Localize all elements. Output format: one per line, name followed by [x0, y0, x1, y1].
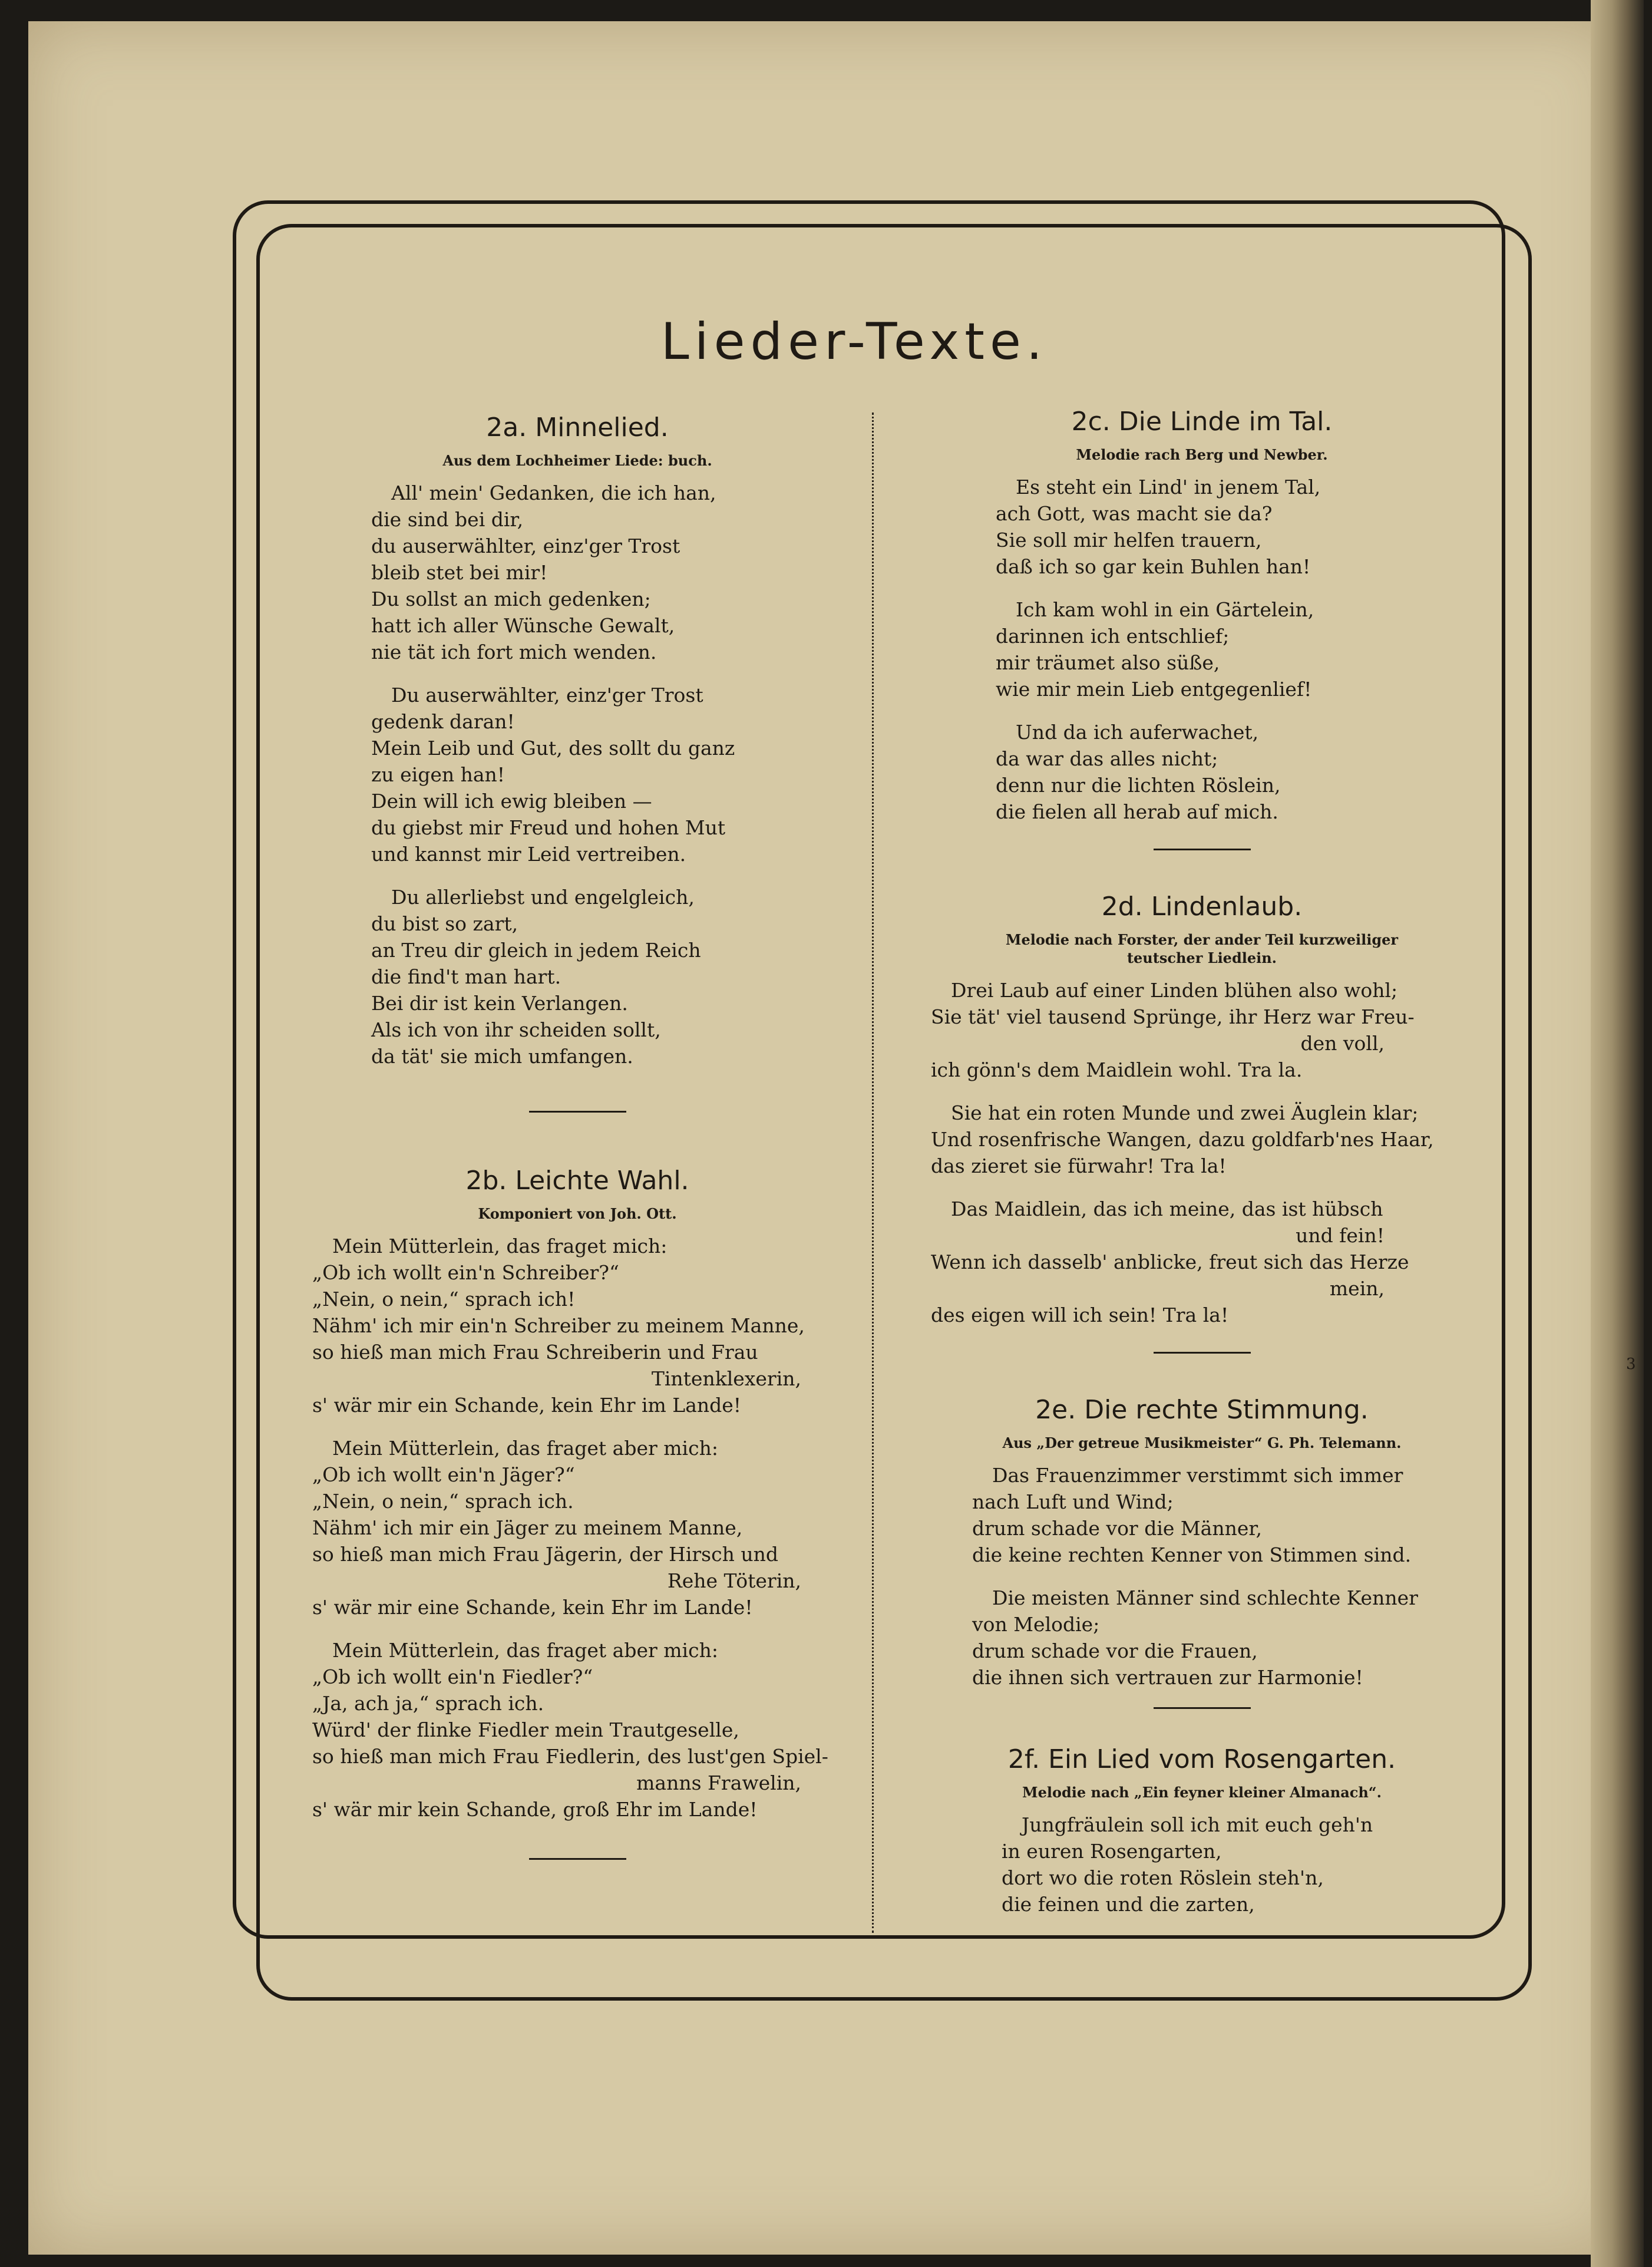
verse: [996, 719, 1473, 825]
verse-line: gedenk daran!: [371, 710, 515, 733]
verse-line: s' wär mir kein Schande, groß Ehr im Lande!: [312, 1798, 758, 1821]
verse-line: nie tät ich fort mich wenden.: [371, 641, 657, 664]
verse-line: „Ob ich wollt ein'n Fiedler?“: [312, 1665, 593, 1688]
page-title: Lieder-Texte.: [660, 312, 1048, 371]
verse-line: Drei Laub auf einer Linden blühen also wohl;: [951, 979, 1398, 1002]
verse-line: Und rosenfrische Wangen, dazu goldfarb'nes Haar,: [931, 1128, 1434, 1151]
verse-line: Du sollst an mich gedenken;: [371, 588, 651, 611]
verse-line: Als ich von ihr scheiden sollt,: [371, 1018, 661, 1041]
verse-line: mir träumet also süße,: [996, 651, 1220, 674]
verse: [312, 1435, 842, 1621]
book-spine: [1591, 0, 1644, 2267]
verse: [996, 474, 1473, 580]
verse-line: ach Gott, was macht sie da?: [996, 502, 1273, 525]
song-2b: [312, 1166, 842, 1823]
verse-line: Mein Mütterlein, das fraget aber mich:: [332, 1437, 718, 1460]
right-column: [931, 407, 1473, 1934]
verse-line: von Melodie;: [972, 1613, 1100, 1636]
verse-line: da war das alles nicht;: [996, 747, 1218, 770]
verse-line: „Ob ich wollt ein'n Schreiber?“: [312, 1261, 619, 1284]
verse-line: mein,: [1329, 1277, 1385, 1300]
song-heading: 2b. Leichte Wahl.: [465, 1166, 689, 1196]
verse-line: Wenn ich dasselb' anblicke, freut sich das Herze: [931, 1250, 1409, 1273]
verse-line: Nähm' ich mir ein'n Schreiber zu meinem Manne,: [312, 1314, 805, 1337]
verse-line: zu eigen han!: [371, 763, 505, 786]
verse: [996, 596, 1473, 702]
verse-line: Und da ich auferwachet,: [1016, 721, 1259, 744]
verse: [1002, 1811, 1473, 1918]
verse-line: Mein Leib und Gut, des sollt du ganz: [371, 737, 735, 760]
verse-line: Das Maidlein, das ich meine, das ist hübsch: [951, 1197, 1383, 1220]
left-column: [312, 413, 842, 1913]
song-2f: [931, 1744, 1473, 1918]
verse-line: „Nein, o nein,“ sprach ich.: [312, 1490, 574, 1513]
verse-line: Das Frauenzimmer verstimmt sich immer: [992, 1464, 1403, 1487]
verse-line: Die meisten Männer sind schlechte Kenner: [992, 1586, 1418, 1609]
song-subtitle: Aus „Der getreue Musikmeister“ G. Ph. Telemann.: [1002, 1434, 1402, 1451]
song-heading: 2e. Die rechte Stimmung.: [1035, 1395, 1369, 1425]
verse: [931, 1100, 1473, 1179]
verse-line: daß ich so gar kein Buhlen han!: [996, 555, 1311, 578]
verse-line: „Ob ich wollt ein'n Jäger?“: [312, 1463, 575, 1486]
song-2c: [931, 407, 1473, 825]
verse: [371, 480, 842, 665]
song-subtitle: Melodie nach Forster, der ander Teil kurzweiliger: [1005, 931, 1399, 948]
song-2a: [312, 413, 842, 1070]
verse-line: „Ja, ach ja,“ sprach ich.: [312, 1692, 544, 1715]
verse-line: die feinen und die zarten,: [1002, 1893, 1255, 1916]
verse-line: Sie hat ein roten Munde und zwei Äuglein klar;: [951, 1101, 1419, 1124]
verse-line: das zieret sie fürwahr! Tra la!: [931, 1154, 1227, 1177]
verse-line: All' mein' Gedanken, die ich han,: [391, 481, 716, 504]
verse-line: so hieß man mich Frau Schreiberin und Frau: [312, 1341, 758, 1364]
section-rule: [1154, 1707, 1251, 1709]
verse-line: drum schade vor die Frauen,: [972, 1639, 1258, 1662]
song-2e: [931, 1395, 1473, 1691]
verse: [972, 1462, 1473, 1568]
verse-line: so hieß man mich Frau Jägerin, der Hirsch und: [312, 1543, 778, 1566]
verse-line: drum schade vor die Männer,: [972, 1517, 1263, 1540]
song-heading: 2a. Minnelied.: [486, 413, 669, 443]
verse-line: Du allerliebst und engelgleich,: [391, 886, 695, 909]
verse-line: Bei dir ist kein Verlangen.: [371, 992, 628, 1015]
verse-line: des eigen will ich sein! Tra la!: [931, 1304, 1229, 1326]
verse-line: Sie tät' viel tausend Sprünge, ihr Herz war Freu-: [931, 1005, 1415, 1028]
verse-line: die sind bei dir,: [371, 508, 524, 531]
verse-line: nach Luft und Wind;: [972, 1490, 1174, 1513]
song-subtitle: Melodie nach „Ein feyner kleiner Almanach“.: [1022, 1784, 1382, 1801]
verse-line: Es steht ein Lind' in jenem Tal,: [1016, 476, 1321, 499]
verse-line: Jungfräulein soll ich mit euch geh'n: [1022, 1813, 1373, 1836]
verse-line: du bist so zart,: [371, 912, 518, 935]
verse: [972, 1585, 1473, 1691]
verse: [931, 1196, 1473, 1328]
song-subtitle: teutscher Liedlein.: [1126, 949, 1277, 966]
verse-line: Dein will ich ewig bleiben —: [371, 790, 652, 813]
verse-line: da tät' sie mich umfangen.: [371, 1045, 633, 1068]
section-rule: [529, 1111, 626, 1113]
verse-line: Mein Mütterlein, das fraget mich:: [332, 1235, 668, 1258]
section-rule: [529, 1858, 626, 1860]
page-number: 3: [1626, 1355, 1636, 1373]
verse-line: die find't man hart.: [371, 965, 561, 988]
verse-line: denn nur die lichten Röslein,: [996, 774, 1281, 797]
section-rule: [1154, 1352, 1251, 1354]
verse-line: dort wo die roten Röslein steh'n,: [1002, 1866, 1324, 1889]
verse-line: wie mir mein Lieb entgegenlief!: [996, 678, 1312, 701]
verse-line: und fein!: [1296, 1224, 1385, 1247]
verse: [371, 884, 842, 1070]
verse-line: Nähm' ich mir ein Jäger zu meinem Manne,: [312, 1516, 743, 1539]
verse: [931, 977, 1473, 1083]
verse-line: s' wär mir ein Schande, kein Ehr im Lande!: [312, 1394, 742, 1417]
song-heading: 2d. Lindenlaub.: [1101, 892, 1303, 922]
song-heading: 2c. Die Linde im Tal.: [1071, 407, 1333, 437]
verse: [371, 682, 842, 867]
verse: [312, 1637, 842, 1823]
verse-line: Ich kam wohl in ein Gärtelein,: [1016, 598, 1314, 621]
song-subtitle: Komponiert von Joh. Ott.: [478, 1205, 677, 1222]
song-subtitle: Melodie rach Berg und Newber.: [1076, 446, 1328, 463]
verse-line: Mein Mütterlein, das fraget aber mich:: [332, 1639, 718, 1662]
column-divider: [872, 413, 886, 1933]
verse-line: darinnen ich entschlief;: [996, 625, 1230, 648]
verse-line: Du auserwählter, einz'ger Trost: [391, 684, 703, 707]
verse-line: Würd' der flinke Fiedler mein Trautgeselle,: [312, 1718, 739, 1741]
verse-line: und kannst mir Leid vertreiben.: [371, 843, 686, 866]
verse-line: hatt ich aller Wünsche Gewalt,: [371, 614, 675, 637]
verse-line: die fielen all herab auf mich.: [996, 800, 1278, 823]
verse-line: so hieß man mich Frau Fiedlerin, des lust'gen Spiel-: [312, 1745, 828, 1768]
section-rule: [1154, 849, 1251, 850]
verse-line: an Treu dir gleich in jedem Reich: [371, 939, 701, 962]
verse-line: Rehe Töterin,: [667, 1569, 801, 1592]
verse-line: du giebst mir Freud und hohen Mut: [371, 816, 726, 839]
verse-line: Tintenklexerin,: [651, 1367, 801, 1390]
verse-line: die ihnen sich vertrauen zur Harmonie!: [972, 1666, 1363, 1689]
verse-line: manns Frawelin,: [636, 1771, 801, 1794]
song-heading: 2f. Ein Lied vom Rosengarten.: [1007, 1744, 1396, 1774]
verse-line: bleib stet bei mir!: [371, 561, 548, 584]
verse-line: ich gönn's dem Maidlein wohl. Tra la.: [931, 1058, 1303, 1081]
verse-line: den voll,: [1300, 1032, 1385, 1055]
verse-line: s' wär mir eine Schande, kein Ehr im Lande!: [312, 1596, 753, 1619]
verse-line: du auserwählter, einz'ger Trost: [371, 534, 680, 557]
verse-line: die keine rechten Kenner von Stimmen sind.: [972, 1543, 1412, 1566]
song-subtitle: Aus dem Lochheimer Liede: buch.: [442, 452, 712, 469]
song-2d: [931, 892, 1473, 1328]
verse-line: „Nein, o nein,“ sprach ich!: [312, 1288, 576, 1311]
verse: [312, 1233, 842, 1418]
verse-line: Sie soll mir helfen trauern,: [996, 529, 1262, 552]
verse-line: in euren Rosengarten,: [1002, 1840, 1222, 1863]
